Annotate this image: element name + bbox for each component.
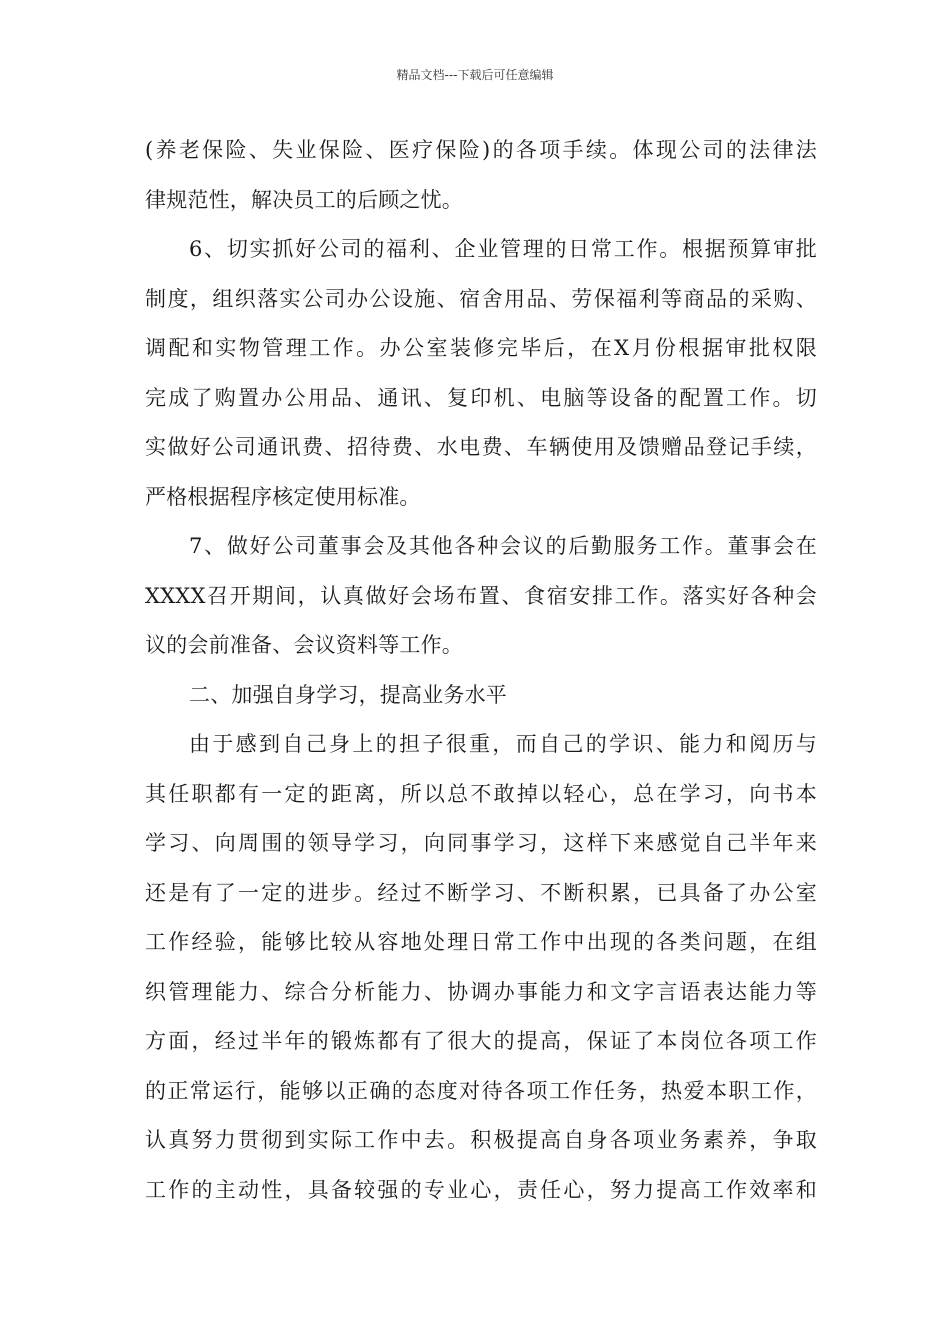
text-line: 工作的主动性，具备较强的专业心，责任心，努力提高工作效率和 xyxy=(145,1177,817,1202)
text-line: 严格根据程序核定使用标准。 xyxy=(145,484,421,509)
text-line: XXXX召开期间，认真做好会场布置、食宿安排工作。落实好各种会 xyxy=(145,583,817,608)
text-line: 织管理能力、综合分析能力、协调办事能力和文字言语表达能力等 xyxy=(145,979,817,1004)
text-line: 6、切实抓好公司的福利、企业管理的日常工作。根据预算审批 xyxy=(189,237,817,261)
text-line: 完成了购置办公用品、通讯、复印机、电脑等设备的配置工作。切 xyxy=(145,385,817,410)
text-line: 方面，经过半年的锻炼都有了很大的提高，保证了本岗位各项工作 xyxy=(145,1029,817,1053)
text-line: 工作经验，能够比较从容地处理日常工作中出现的各类问题，在组 xyxy=(145,930,817,954)
text-line: 实做好公司通讯费、招待费、水电费、车辆使用及馈赠品登记手续， xyxy=(145,435,817,459)
text-line: 其任职都有一定的距离，所以总不敢掉以轻心，总在学习，向书本 xyxy=(145,781,817,806)
text-line: 7、做好公司董事会及其他各种会议的后勤服务工作。董事会在 xyxy=(189,534,817,558)
document-body xyxy=(145,126,817,1215)
text-line: 议的会前准备、会议资料等工作。 xyxy=(145,633,463,657)
text-line: (养老保险、失业保险、医疗保险)的各项手续。体现公司的法律法 xyxy=(145,138,817,162)
text-line: 还是有了一定的进步。经过不断学习、不断积累，已具备了办公室 xyxy=(145,880,817,905)
text-line: 调配和实物管理工作。办公室装修完毕后，在X月份根据审批权限 xyxy=(145,336,817,360)
text-line: 由于感到自己身上的担子很重，而自己的学识、能力和阅历与 xyxy=(189,732,817,756)
text-line: 认真努力贯彻到实际工作中去。积极提高自身各项业务素养，争取 xyxy=(145,1128,817,1152)
text-line: 律规范性，解决员工的后顾之忧。 xyxy=(145,187,463,212)
text-line: 学习、向周围的领导学习，向同事学习，这样下来感觉自己半年来 xyxy=(145,831,817,855)
text-line: 二、加强自身学习，提高业务水平 xyxy=(189,682,507,707)
page-header: 精品文档---下载后可任意编辑 xyxy=(396,68,554,82)
text-line: 的正常运行，能够以正确的态度对待各项工作任务，热爱本职工作， xyxy=(145,1078,817,1103)
text-line: 制度，组织落实公司办公设施、宿舍用品、劳保福利等商品的采购、 xyxy=(145,286,817,311)
